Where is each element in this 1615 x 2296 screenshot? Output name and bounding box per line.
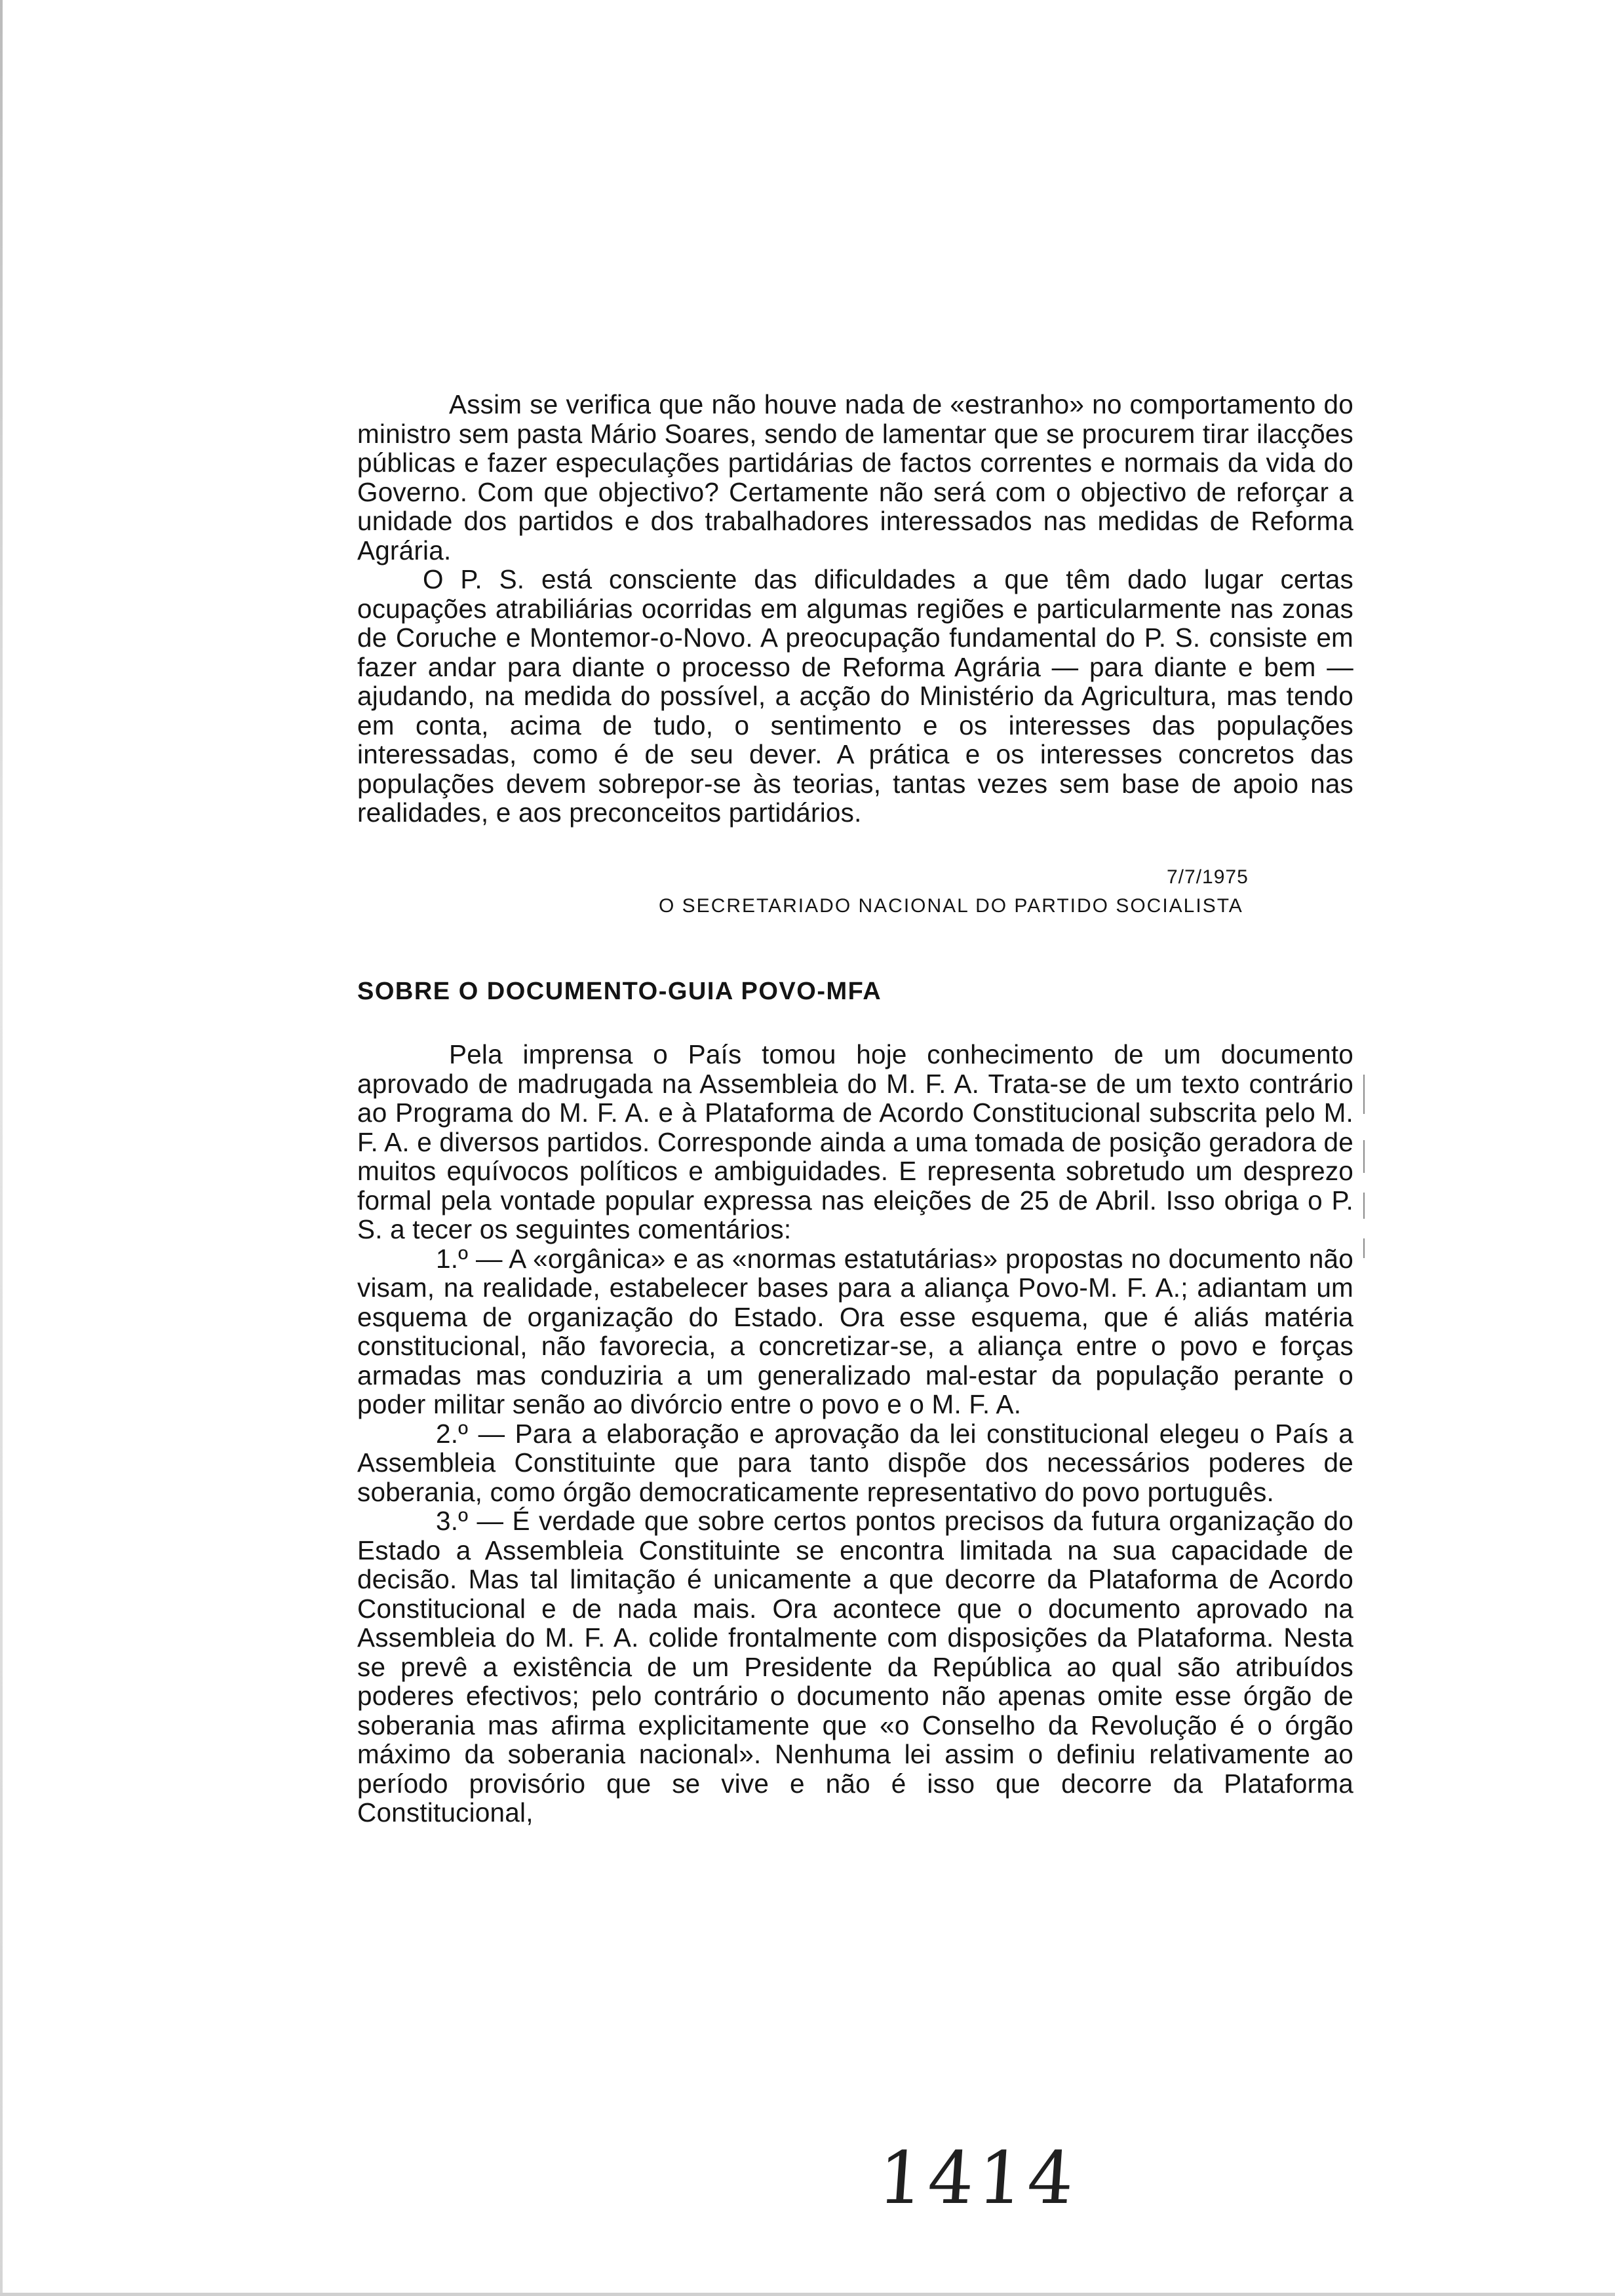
paragraph: O P. S. está consciente das dificuldades a que têm dado lugar certas ocupações atrabiliárias ocorridas em algumas regiões e particularmente nas zonas de Coruche e Montemor-o-Novo. A preocupação fundamental do P. S. consiste em fazer andar para diante o processo de Reforma Agrária — para diante e bem — ajudando, na medida do possível, a acção do Ministério da Agricultura, mas tendo em conta, acima de tudo, o sentimento e os interesses das populações interessadas, como é de seu dever. A prática e os interesses concretos das populações devem sobrepor-se às teorias, tantas vezes sem base de apoio nas realidades, e aos preconceitos partidários.	[357, 564, 1353, 828]
handwritten-page-number: 1414	[875, 2136, 1081, 2220]
numbered-paragraph: 1.º — A «orgânica» e as «normas estatutárias» propostas no documento não visam, na realidade, estabelecer bases para a aliança Povo-M. F. A.; adiantam um esquema de organização do Estado. Ora esse esquema, que é aliás matéria constitucional, não favorecia, a concretizar-se, a aliança entre o povo e forças armadas mas conduziria a um generalizado mal-estar da população perante o poder militar senão ao divórcio entre o povo e o M. F. A.	[357, 1243, 1353, 1419]
paragraph: Assim se verifica que não houve nada de «estranho» no comportamento do ministro sem pasta Mário Soares, sendo de lamentar que se procurem tirar ilacções públicas e fazer especulações partidárias de factos correntes e normais da vida do Governo. Com que objectivo? Certamente não será com o objectivo de reforçar a unidade dos partidos e dos trabalhadores interessados nas medidas de Reforma Agrária.	[357, 389, 1353, 565]
signature-line: O SECRETARIADO NACIONAL DO PARTIDO SOCIALISTA	[659, 895, 1243, 917]
section-1-body	[357, 390, 1353, 828]
section-heading: SOBRE O DOCUMENTO-GUIA POVO-MFA	[357, 978, 882, 1005]
margin-mark	[1363, 1193, 1365, 1219]
margin-mark	[1363, 1075, 1365, 1114]
section-2-body	[357, 1040, 1353, 1827]
numbered-paragraph: 3.º — É verdade que sobre certos pontos precisos da futura organização do Estado a Assembleia Constituinte se encontra limitada na sua capacidade de decisão. Mas tal limitação é unicamente a que decorre da Plataforma de Acordo Constitucional e de nada mais. Ora acontece que o documento aprovado na Assembleia do M. F. A. colide frontalmente com disposições da Plataforma. Nesta se prevê a existência de um Presidente da República ao qual são atribuídos poderes efectivos; pelo contrário o documento não apenas omite esse órgão de soberania mas afirma explicitamente que «o Conselho da Revolução é o órgão máximo da soberania nacional». Nenhuma lei assim o definiu relativamente ao período provisório que se vive e não é isso que decorre da Plataforma Constitucional,	[357, 1506, 1353, 1827]
margin-mark	[1363, 1238, 1365, 1258]
document-date: 7/7/1975	[1167, 866, 1249, 888]
margin-mark	[1363, 1140, 1365, 1173]
numbered-paragraph: 2.º — Para a elaboração e aprovação da lei constitucional elegeu o País a Assembleia Constituinte que para tanto dispõe dos necessários poderes de soberania, como órgão democraticamente representativo do povo português.	[357, 1418, 1353, 1507]
page-left-edge	[0, 0, 3, 2296]
page-bottom-edge	[0, 2293, 1615, 2296]
paragraph: Pela imprensa o País tomou hoje conhecimento de um documento aprovado de madrugada na Assembleia do M. F. A. Trata-se de um texto contrário ao Programa do M. F. A. e à Plataforma de Acordo Constitucional subscrita pelo M. F. A. e diversos partidos. Corresponde ainda a uma tomada de posição geradora de muitos equívocos políticos e ambiguidades. E representa sobretudo um desprezo formal pela vontade popular expressa nas eleições de 25 de Abril. Isso obriga o P. S. a tecer os seguintes comentários:	[357, 1039, 1353, 1244]
